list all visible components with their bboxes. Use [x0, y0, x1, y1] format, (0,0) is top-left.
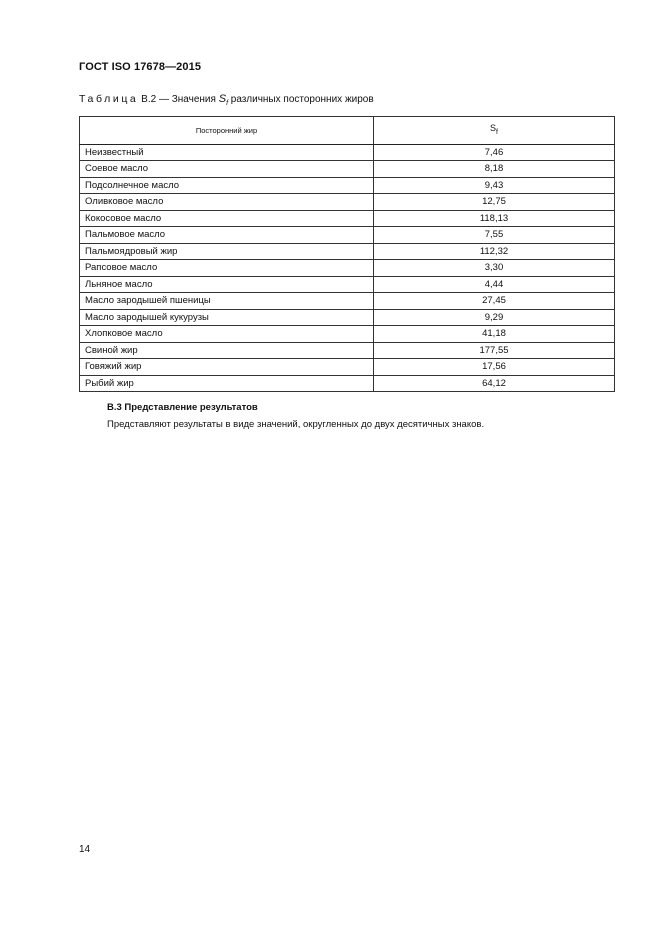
sf-value-cell: 9,29	[374, 309, 615, 326]
table-row	[80, 359, 615, 376]
fat-name-cell: Подсолнечное масло	[80, 177, 374, 194]
sf-value-cell: 64,12	[374, 375, 615, 392]
sf-value-cell: 118,13	[374, 210, 615, 227]
fat-name-cell: Говяжий жир	[80, 359, 374, 376]
table-row	[80, 293, 615, 310]
table-row	[80, 260, 615, 277]
fat-name-cell: Свиной жир	[80, 342, 374, 359]
table-row	[80, 161, 615, 178]
sf-value-cell: 17,56	[374, 359, 615, 376]
sf-value-cell: 41,18	[374, 326, 615, 343]
table-row	[80, 243, 615, 260]
section-text: Представляют результаты в виде значений, округленных до двух десятичных знаков.	[107, 419, 485, 430]
table-caption	[79, 93, 374, 107]
fat-name-cell: Кокосовое масло	[80, 210, 374, 227]
column-header-sf: $S_f$	[374, 117, 615, 145]
table-header-row	[80, 117, 615, 145]
fat-name-cell: Пальмовое масло	[80, 227, 374, 244]
document-header: ГОСТ ISO 17678—2015	[79, 61, 202, 73]
fat-name-cell: Неизвестный	[80, 144, 374, 161]
fat-name-cell: Масло зародышей кукурузы	[80, 309, 374, 326]
sf-value-cell: 4,44	[374, 276, 615, 293]
page-number: 14	[79, 844, 91, 855]
caption-label: Таблица	[79, 93, 139, 105]
column-header-fat: Посторонний жир	[80, 117, 374, 145]
fat-name-cell: Пальмоядровый жир	[80, 243, 374, 260]
fat-name-cell: Льняное масло	[80, 276, 374, 293]
caption-symbol: $S_f$	[218, 93, 229, 108]
caption-number: В.2	[141, 94, 157, 105]
sf-value-cell: 12,75	[374, 194, 615, 211]
table-row	[80, 342, 615, 359]
table-row	[80, 144, 615, 161]
table-row	[80, 375, 615, 392]
caption-before-symbol: Значения	[171, 94, 216, 105]
sf-value-cell: 7,46	[374, 144, 615, 161]
fat-name-cell: Рапсовое масло	[80, 260, 374, 277]
table-body	[80, 144, 615, 392]
table-row	[80, 326, 615, 343]
sf-value-cell: 3,30	[374, 260, 615, 277]
sf-value-cell: 177,55	[374, 342, 615, 359]
fat-name-cell: Рыбий жир	[80, 375, 374, 392]
sf-value-cell: 112,32	[374, 243, 615, 260]
fat-name-cell: Хлопковое масло	[80, 326, 374, 343]
foreign-fats-table	[79, 116, 615, 392]
section-title: В.3 Представление результатов	[107, 402, 258, 413]
table-row	[80, 210, 615, 227]
table-row	[80, 276, 615, 293]
fat-name-cell: Масло зародышей пшеницы	[80, 293, 374, 310]
sf-value-cell: 9,43	[374, 177, 615, 194]
sf-value-cell: 7,55	[374, 227, 615, 244]
sf-value-cell: 27,45	[374, 293, 615, 310]
caption-after-symbol: различных посторонних жиров	[230, 94, 374, 105]
sf-value-cell: 8,18	[374, 161, 615, 178]
table-row	[80, 177, 615, 194]
fat-name-cell: Соевое масло	[80, 161, 374, 178]
table-row	[80, 194, 615, 211]
fat-name-cell: Оливковое масло	[80, 194, 374, 211]
table-row	[80, 227, 615, 244]
caption-dash: —	[158, 94, 169, 105]
table-row	[80, 309, 615, 326]
